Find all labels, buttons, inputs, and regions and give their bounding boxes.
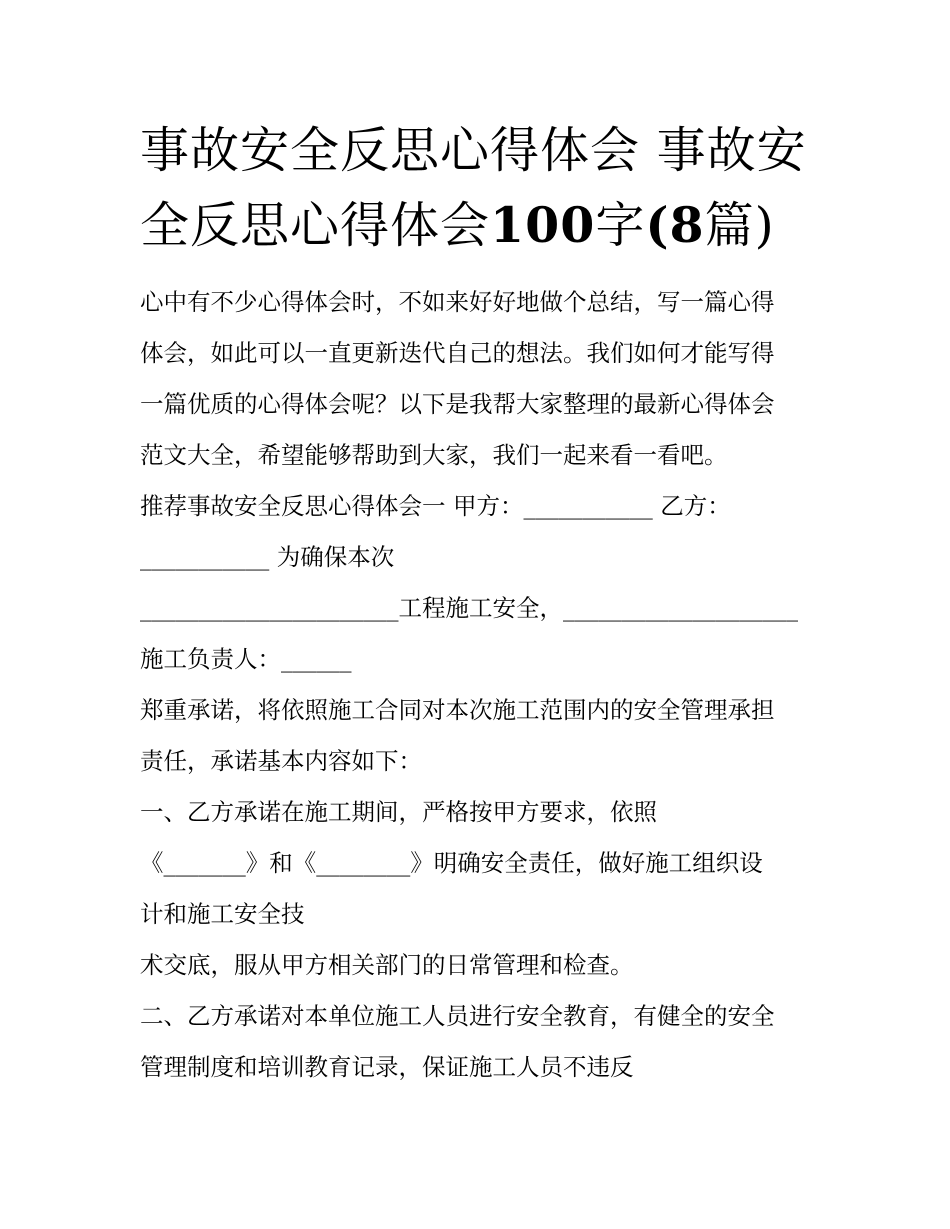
body-line-6: ___________ 为确保本次 — [140, 543, 395, 571]
title-article-count: (8 — [645, 196, 705, 254]
body-line-10: 责任，承诺基本内容如下： — [140, 747, 422, 775]
title-word-count: 100 — [490, 196, 596, 254]
title-article-unit: 篇) — [704, 197, 775, 254]
title-line-2-text: 全反思心得体会 — [140, 197, 491, 254]
body-line-12: 《_______》和《________》明确安全责任，做好施工组织设 — [140, 849, 763, 877]
body-line-11: 一、乙方承诺在施工期间，严格按甲方要求，依照 — [140, 798, 657, 826]
body-line-9: 郑重承诺，将依照施工合同对本次施工范围内的安全管理承担 — [140, 696, 775, 724]
body-line-7: ______________________工程施工安全，____________________ — [140, 594, 798, 622]
body-line-8: 施工负责人：______ — [140, 645, 352, 673]
title-word-unit: 字 — [595, 197, 646, 254]
body-line-5: 推荐事故安全反思心得体会一 甲方：___________ 乙方： — [140, 492, 731, 520]
body-line-4: 范文大全，希望能够帮助到大家，我们一起来看一看吧。 — [140, 441, 728, 469]
body-line-14: 术交底，服从甲方相关部门的日常管理和检查。 — [140, 951, 634, 979]
title-line-2 — [140, 188, 820, 262]
body-line-2: 体会，如此可以一直更新迭代自己的想法。我们如何才能写得 — [140, 339, 775, 367]
document-body — [140, 277, 820, 1093]
body-line-15: 二、乙方承诺对本单位施工人员进行安全教育，有健全的安全 — [140, 1002, 775, 1030]
body-line-13: 计和施工安全技 — [140, 900, 305, 928]
body-line-3: 一篇优质的心得体会呢？以下是我帮大家整理的最新心得体会 — [140, 390, 775, 418]
body-line-16: 管理制度和培训教育记录，保证施工人员不违反 — [140, 1053, 634, 1081]
title-line-1: 事故安全反思心得体会 事故安 — [140, 122, 807, 179]
document-title — [140, 114, 820, 262]
body-line-1: 心中有不少心得体会时，不如来好好地做个总结，写一篇心得 — [140, 288, 775, 316]
